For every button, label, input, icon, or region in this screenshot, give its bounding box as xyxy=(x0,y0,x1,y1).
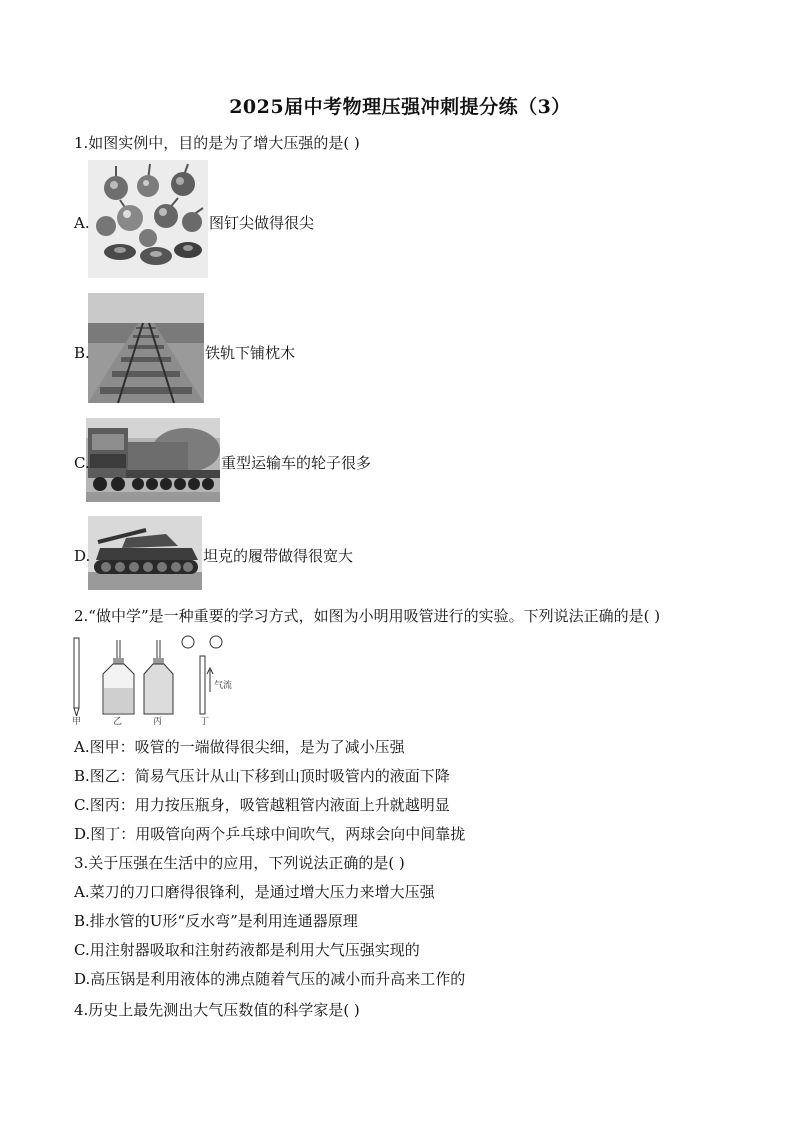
question-4-stem: 4.历史上最先测出大气压数值的科学家是( ) xyxy=(74,1001,360,1019)
straw-experiment-diagram xyxy=(70,634,250,726)
airflow-label: 气流 xyxy=(214,681,233,691)
q3-option-b: B.排水管的U形“反水弯”是利用连通器原理 xyxy=(74,912,358,930)
figure-label-ding: 丁 xyxy=(200,717,210,726)
page-title: 2025届中考物理压强冲刺提分练（3） xyxy=(229,96,571,118)
q1-option-b-text: 铁轨下铺枕木 xyxy=(205,344,296,362)
q1-option-d-text: 坦克的履带做得很宽大 xyxy=(203,547,354,565)
q2-option-c: C.图丙：用力按压瓶身，吸管越粗管内液面上升就越明显 xyxy=(74,796,450,814)
question-2-stem: 2.“做中学”是一种重要的学习方式，如图为小明用吸管进行的实验。下列说法正确的是( ) xyxy=(74,607,661,625)
ping-pong-figure xyxy=(182,636,232,714)
q1-option-a-label: A. xyxy=(74,214,90,232)
question-1-stem: 1.如图实例中，目的是为了增大压强的是( ) xyxy=(74,134,360,152)
thumbtacks-photo xyxy=(88,160,208,278)
q1-option-c-text: 重型运输车的轮子很多 xyxy=(221,454,372,472)
q3-option-a: A.菜刀的刀口磨得很锋利，是通过增大压力来增大压强 xyxy=(74,883,435,901)
q2-option-a: A.图甲：吸管的一端做得很尖细，是为了减小压强 xyxy=(74,738,405,756)
q3-option-d: D.高压锅是利用液体的沸点随着气压的减小而升高来工作的 xyxy=(74,970,466,988)
question-3-stem: 3.关于压强在生活中的应用，下列说法正确的是( ) xyxy=(74,854,405,872)
q2-option-d: D.图丁：用吸管向两个乒乓球中间吹气，两球会向中间靠拢 xyxy=(74,825,466,843)
q1-option-c-label: C. xyxy=(74,454,90,472)
q1-option-a-text: 图钉尖做得很尖 xyxy=(209,214,315,232)
bottle-straw-figure xyxy=(144,640,173,714)
bottle-barometer-figure xyxy=(103,640,134,714)
q3-option-c: C.用注射器吸取和注射药液都是利用大气压强实现的 xyxy=(74,941,420,959)
q2-option-b: B.图乙：简易气压计从山下移到山顶时吸管内的液面下降 xyxy=(74,767,450,785)
q1-option-d-label: D. xyxy=(74,547,91,565)
straw-figure-a xyxy=(74,638,79,716)
figure-label-yi: 乙 xyxy=(113,717,123,726)
q1-option-b-label: B. xyxy=(74,344,90,362)
figure-label-bing: 丙 xyxy=(153,717,163,726)
figure-label-jia: 甲 xyxy=(72,717,82,726)
railway-track-photo xyxy=(88,293,204,403)
tank-photo xyxy=(88,516,202,590)
heavy-truck-photo xyxy=(86,418,220,502)
